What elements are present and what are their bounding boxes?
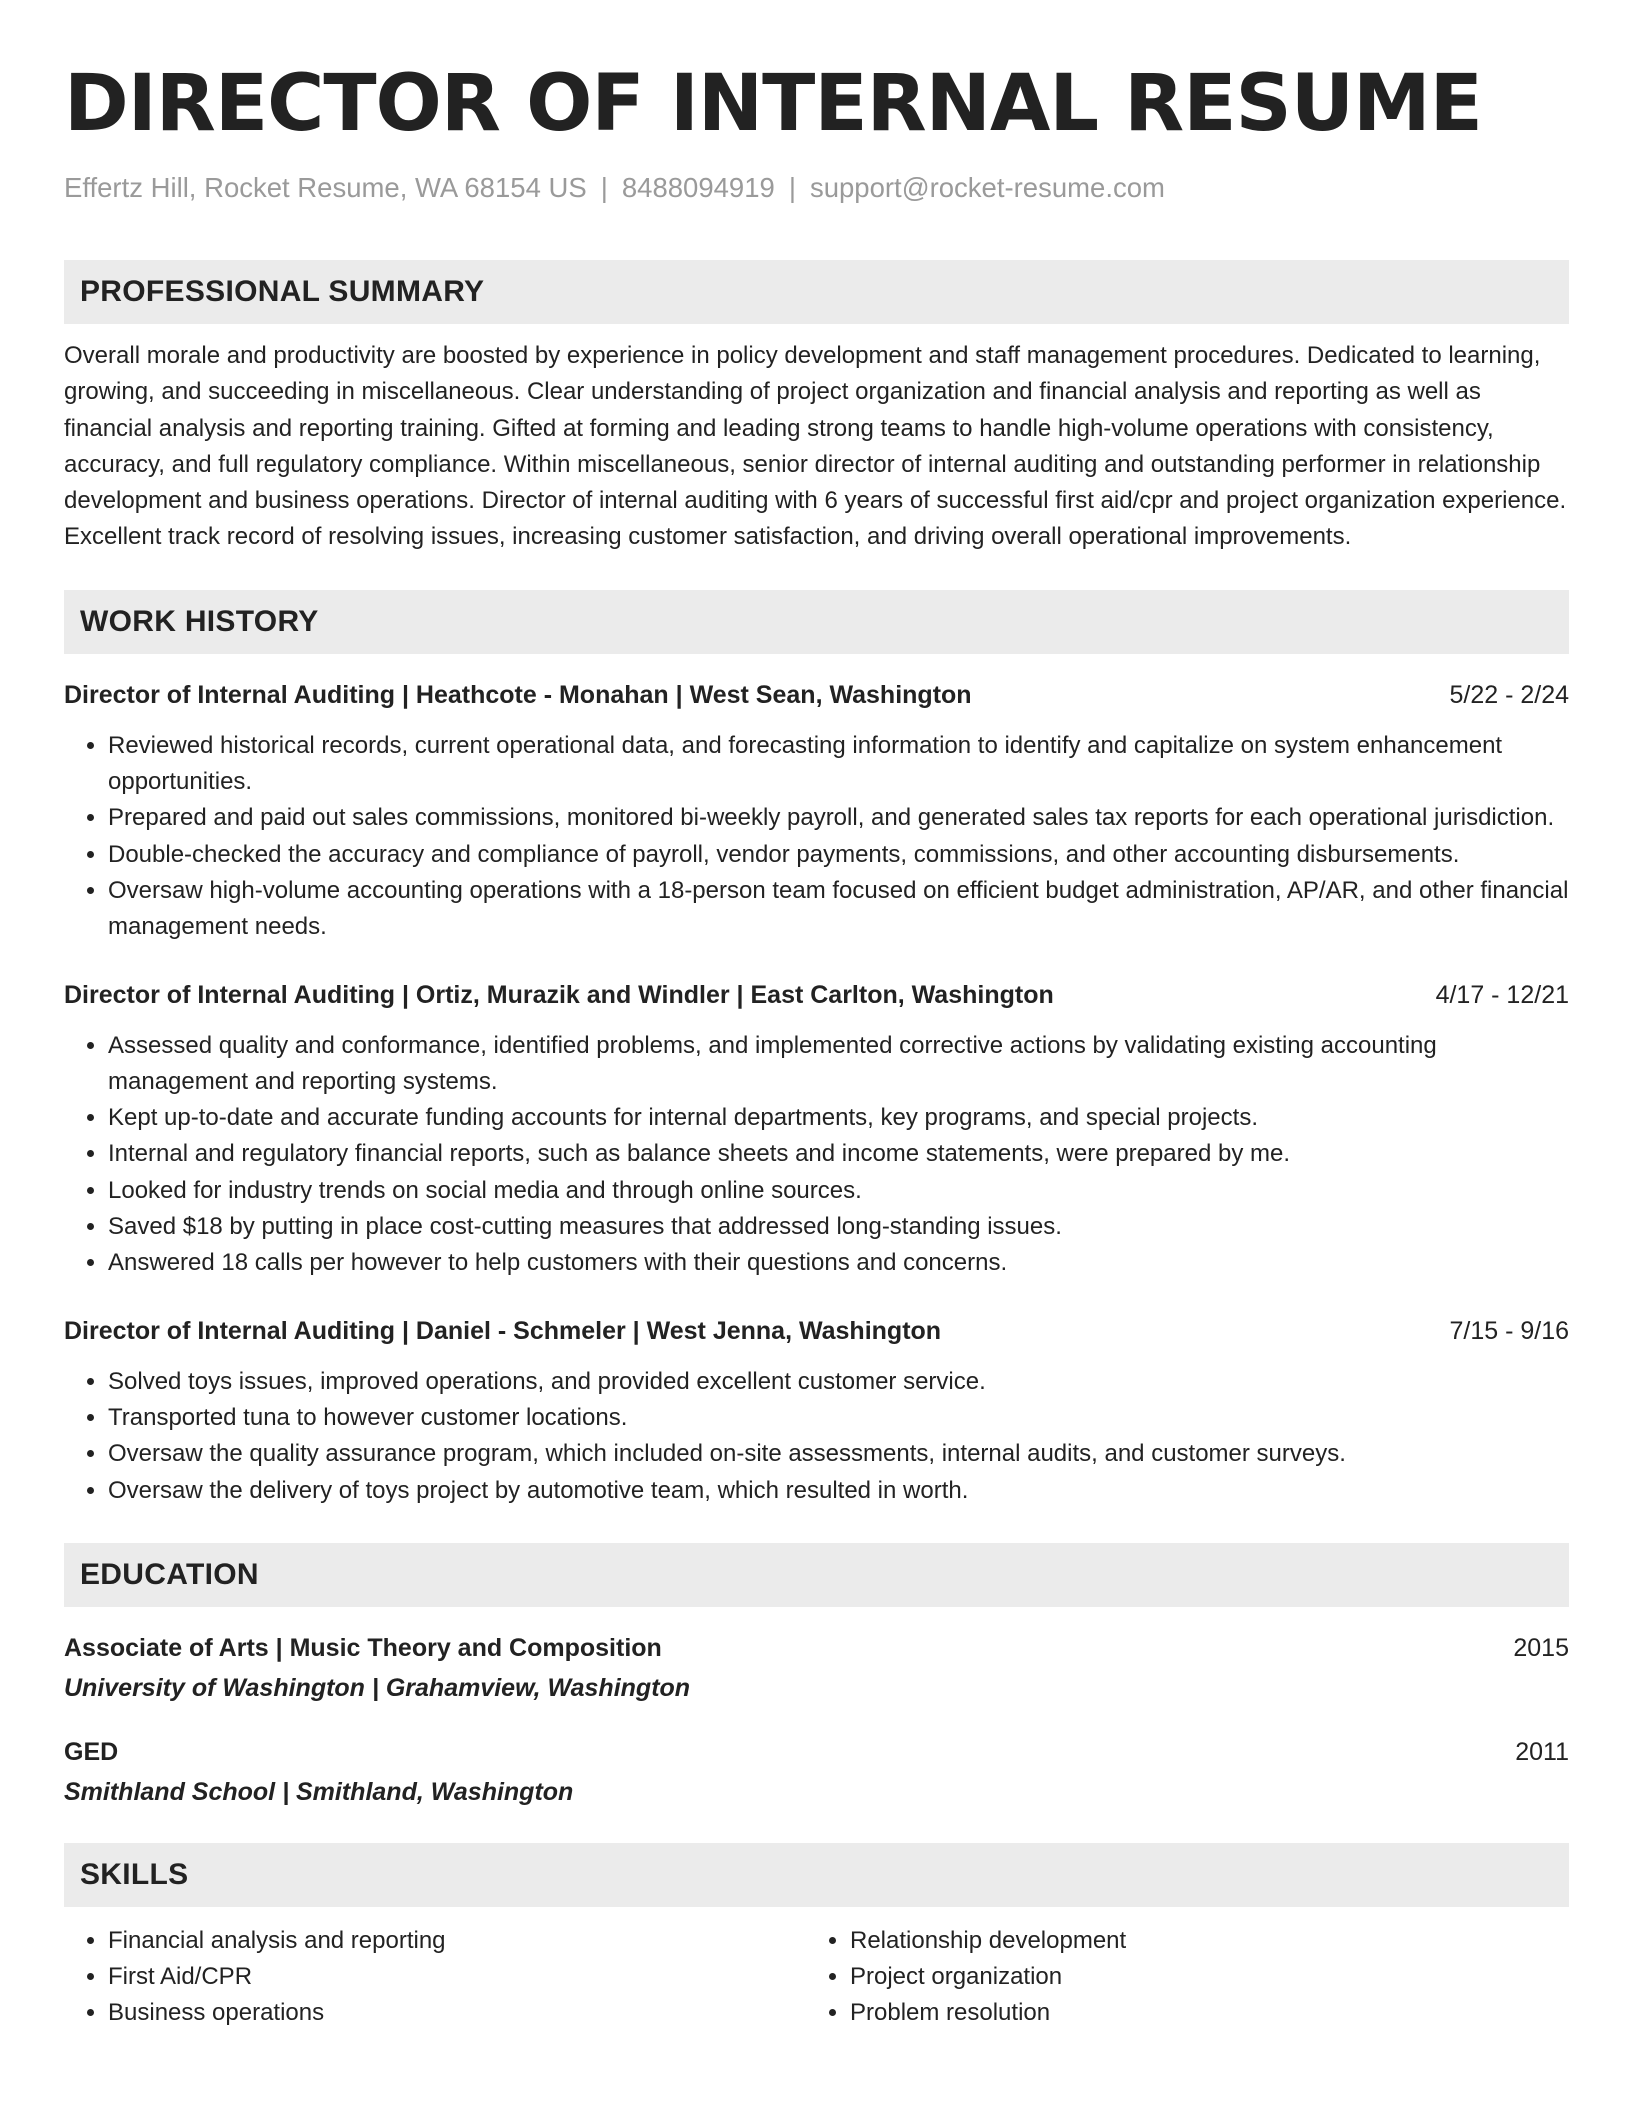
job-bullets: [64, 1364, 1569, 1509]
education-school: University of Washington | Grahamview, Washington: [64, 1673, 691, 1702]
job-title: Director of Internal Auditing | Ortiz, Murazik and Windler | East Carlton, Washington: [64, 980, 1054, 1009]
job-bullet: • Oversaw the delivery of toys project by automotive team, which resulted in worth.: [108, 1473, 1569, 1509]
contact-separator: |: [600, 172, 608, 203]
contact-email: support@rocket-resume.com: [809, 172, 1165, 203]
skill-item: • First Aid/CPR: [108, 1959, 806, 1995]
summary-text: Overall morale and productivity are boosted by experience in policy development and staff management procedures. Dedicated to learning, growing, and succeeding in miscellaneous. Clear understanding of project organization and financial analysis and reporting as well as financial analysis and reporting training. Gifted at forming and leading strong teams to handle high-volume operations with consistency, accuracy, and full regulatory compliance. Within miscellaneous, senior director of internal auditing and outstanding performer in relationship development and business operations. Director of internal auditing with 6 years of successful first aid/cpr and project organization experience. Excellent track record of resolving issues, increasing customer satisfaction, and driving overall operational improvements.: [64, 342, 1567, 551]
education-entry: [64, 1631, 1569, 1705]
job-entry: [64, 678, 1569, 946]
job-dates: 5/22 - 2/24: [1449, 680, 1569, 709]
skills-list: [64, 1923, 1569, 2032]
job-bullet: • Assessed quality and conformance, identified problems, and implemented corrective actions by validating existing accounting management and reporting systems.: [108, 1028, 1569, 1101]
job-bullet: • Prepared and paid out sales commissions, monitored bi-weekly payroll, and generated sales tax reports for each operational jurisdiction.: [108, 800, 1569, 836]
job-dates: 4/17 - 12/21: [1435, 980, 1569, 1009]
job-bullet: • Answered 18 calls per however to help customers with their questions and concerns.: [108, 1245, 1569, 1281]
job-title: Director of Internal Auditing | Daniel - Schmeler | West Jenna, Washington: [64, 1316, 942, 1345]
skill-item: • Relationship development: [850, 1923, 1548, 1959]
job-bullet: • Solved toys issues, improved operations, and provided excellent customer service.: [108, 1364, 1569, 1400]
job-title: Director of Internal Auditing | Heathcote - Monahan | West Sean, Washington: [64, 680, 972, 709]
job-bullet: • Transported tuna to however customer locations.: [108, 1400, 1569, 1436]
job-bullet: • Kept up-to-date and accurate funding accounts for internal departments, key programs, and special projects.: [108, 1100, 1569, 1136]
skills-column-right: [806, 1923, 1548, 2032]
contact-separator: |: [788, 172, 796, 203]
job-dates: 7/15 - 9/16: [1449, 1316, 1569, 1345]
section-heading-work-history: WORK HISTORY: [64, 590, 1569, 654]
job-bullets: [64, 1028, 1569, 1282]
education-entry: [64, 1735, 1569, 1809]
job-bullet: • Looked for industry trends on social media and through online sources.: [108, 1173, 1569, 1209]
job-bullet: • Oversaw the quality assurance program, which included on-site assessments, internal audits, and customer surveys.: [108, 1436, 1569, 1472]
job-entry: [64, 1314, 1569, 1509]
skill-item: • Problem resolution: [850, 1995, 1548, 2031]
section-heading-summary: PROFESSIONAL SUMMARY: [64, 260, 1569, 324]
resume-title: DIRECTOR OF INTERNAL RESUME: [64, 59, 1482, 149]
skills-column-left: [64, 1923, 806, 2032]
job-bullet: • Oversaw high-volume accounting operations with a 18-person team focused on efficient budget administration, AP/AR, and other financial management needs.: [108, 873, 1569, 946]
section-heading-education: EDUCATION: [64, 1543, 1569, 1607]
job-bullet: • Reviewed historical records, current operational data, and forecasting information to identify and capitalize on system enhancement opportunities.: [108, 728, 1569, 801]
section-heading-skills: SKILLS: [64, 1843, 1569, 1907]
job-bullet: • Internal and regulatory financial reports, such as balance sheets and income statements, were prepared by me.: [108, 1136, 1569, 1172]
education-degree: Associate of Arts | Music Theory and Composition: [64, 1633, 662, 1662]
resume-page: [64, 56, 1569, 2032]
skill-item: • Project organization: [850, 1959, 1548, 1995]
education-year: 2015: [1513, 1633, 1569, 1662]
skill-item: • Business operations: [108, 1995, 806, 2031]
job-bullets: [64, 728, 1569, 946]
education-degree: GED: [64, 1737, 119, 1766]
contact-phone: 8488094919: [621, 172, 775, 203]
job-entry: [64, 978, 1569, 1282]
education-year: 2011: [1515, 1737, 1569, 1766]
job-bullet: • Double-checked the accuracy and compliance of payroll, vendor payments, commissions, and other accounting disbursements.: [108, 837, 1569, 873]
skill-item: • Financial analysis and reporting: [108, 1923, 806, 1959]
contact-address: Effertz Hill, Rocket Resume, WA 68154 US: [64, 172, 587, 203]
job-bullet: • Saved $18 by putting in place cost-cutting measures that addressed long-standing issues.: [108, 1209, 1569, 1245]
education-school: Smithland School | Smithland, Washington: [64, 1777, 574, 1806]
contact-line: [64, 170, 1569, 206]
